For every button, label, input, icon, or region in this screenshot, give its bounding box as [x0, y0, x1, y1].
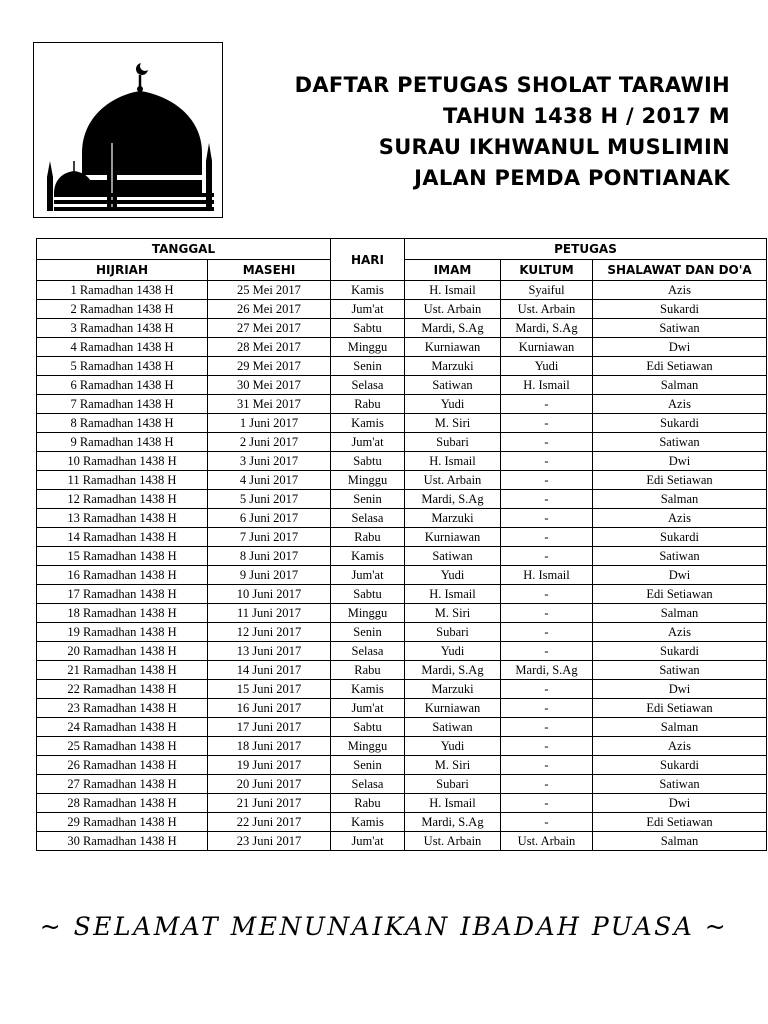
cell-kultum: - — [501, 471, 593, 490]
cell-imam: Satiwan — [405, 376, 501, 395]
cell-imam: Mardi, S.Ag — [405, 319, 501, 338]
table-row — [37, 281, 767, 300]
cell-hari: Senin — [331, 357, 405, 376]
cell-kultum: Syaiful — [501, 281, 593, 300]
cell-hari: Jum'at — [331, 832, 405, 851]
cell-shalawat: Satiwan — [593, 433, 767, 452]
cell-imam: M. Siri — [405, 756, 501, 775]
cell-imam: Marzuki — [405, 509, 501, 528]
document-title — [295, 70, 730, 194]
cell-kultum: - — [501, 718, 593, 737]
cell-hijriah: 12 Ramadhan 1438 H — [37, 490, 208, 509]
header-tanggal: TANGGAL — [37, 239, 331, 260]
cell-shalawat: Satiwan — [593, 547, 767, 566]
cell-kultum: - — [501, 585, 593, 604]
cell-kultum: - — [501, 775, 593, 794]
table-row — [37, 756, 767, 775]
cell-shalawat: Satiwan — [593, 775, 767, 794]
table-row — [37, 604, 767, 623]
cell-hari: Selasa — [331, 509, 405, 528]
cell-masehi: 5 Juni 2017 — [208, 490, 331, 509]
schedule-body — [37, 281, 767, 851]
cell-shalawat: Salman — [593, 376, 767, 395]
cell-masehi: 28 Mei 2017 — [208, 338, 331, 357]
cell-kultum: - — [501, 414, 593, 433]
cell-imam: Subari — [405, 623, 501, 642]
cell-kultum: - — [501, 547, 593, 566]
cell-masehi: 7 Juni 2017 — [208, 528, 331, 547]
mosque-logo — [33, 42, 223, 218]
table-row — [37, 642, 767, 661]
cell-imam: Mardi, S.Ag — [405, 813, 501, 832]
cell-masehi: 11 Juni 2017 — [208, 604, 331, 623]
table-row — [37, 376, 767, 395]
cell-hari: Rabu — [331, 794, 405, 813]
cell-imam: Marzuki — [405, 680, 501, 699]
cell-hijriah: 13 Ramadhan 1438 H — [37, 509, 208, 528]
cell-imam: M. Siri — [405, 604, 501, 623]
cell-imam: Yudi — [405, 566, 501, 585]
table-row — [37, 623, 767, 642]
cell-hari: Senin — [331, 490, 405, 509]
cell-masehi: 18 Juni 2017 — [208, 737, 331, 756]
table-row — [37, 832, 767, 851]
cell-kultum: - — [501, 604, 593, 623]
table-row — [37, 452, 767, 471]
cell-hari: Rabu — [331, 661, 405, 680]
cell-masehi: 21 Juni 2017 — [208, 794, 331, 813]
cell-shalawat: Edi Setiawan — [593, 471, 767, 490]
cell-hijriah: 7 Ramadhan 1438 H — [37, 395, 208, 414]
cell-shalawat: Satiwan — [593, 661, 767, 680]
cell-imam: H. Ismail — [405, 452, 501, 471]
cell-shalawat: Dwi — [593, 452, 767, 471]
cell-masehi: 27 Mei 2017 — [208, 319, 331, 338]
cell-masehi: 12 Juni 2017 — [208, 623, 331, 642]
header-petugas: PETUGAS — [405, 239, 767, 260]
cell-masehi: 16 Juni 2017 — [208, 699, 331, 718]
cell-hari: Minggu — [331, 737, 405, 756]
cell-shalawat: Edi Setiawan — [593, 357, 767, 376]
cell-masehi: 25 Mei 2017 — [208, 281, 331, 300]
cell-imam: Marzuki — [405, 357, 501, 376]
cell-hijriah: 16 Ramadhan 1438 H — [37, 566, 208, 585]
cell-kultum: - — [501, 756, 593, 775]
cell-hari: Rabu — [331, 528, 405, 547]
table-row — [37, 528, 767, 547]
cell-hari: Rabu — [331, 395, 405, 414]
cell-hijriah: 14 Ramadhan 1438 H — [37, 528, 208, 547]
cell-shalawat: Salman — [593, 832, 767, 851]
cell-imam: H. Ismail — [405, 794, 501, 813]
cell-imam: Yudi — [405, 642, 501, 661]
cell-imam: Subari — [405, 775, 501, 794]
cell-kultum: - — [501, 433, 593, 452]
cell-hijriah: 6 Ramadhan 1438 H — [37, 376, 208, 395]
cell-shalawat: Azis — [593, 623, 767, 642]
cell-kultum: - — [501, 528, 593, 547]
table-row — [37, 471, 767, 490]
cell-kultum: - — [501, 395, 593, 414]
title-line-2: TAHUN 1438 H / 2017 M — [442, 104, 730, 128]
cell-hijriah: 5 Ramadhan 1438 H — [37, 357, 208, 376]
cell-imam: H. Ismail — [405, 281, 501, 300]
table-row — [37, 547, 767, 566]
cell-hari: Minggu — [331, 471, 405, 490]
cell-imam: Ust. Arbain — [405, 832, 501, 851]
cell-shalawat: Sukardi — [593, 756, 767, 775]
cell-shalawat: Azis — [593, 509, 767, 528]
cell-kultum: Kurniawan — [501, 338, 593, 357]
cell-hari: Kamis — [331, 414, 405, 433]
header-hari: HARI — [331, 239, 405, 281]
title-line-4: JALAN PEMDA PONTIANAK — [414, 166, 730, 190]
cell-masehi: 26 Mei 2017 — [208, 300, 331, 319]
cell-imam: Kurniawan — [405, 528, 501, 547]
cell-kultum: - — [501, 699, 593, 718]
cell-kultum: Ust. Arbain — [501, 832, 593, 851]
cell-hijriah: 26 Ramadhan 1438 H — [37, 756, 208, 775]
cell-shalawat: Satiwan — [593, 319, 767, 338]
cell-hari: Kamis — [331, 281, 405, 300]
table-row — [37, 319, 767, 338]
table-row — [37, 737, 767, 756]
cell-shalawat: Sukardi — [593, 300, 767, 319]
cell-shalawat: Edi Setiawan — [593, 813, 767, 832]
header-shalawat: SHALAWAT DAN DO'A — [593, 260, 767, 281]
cell-shalawat: Edi Setiawan — [593, 699, 767, 718]
cell-shalawat: Salman — [593, 604, 767, 623]
cell-hari: Kamis — [331, 680, 405, 699]
cell-shalawat: Sukardi — [593, 528, 767, 547]
cell-hijriah: 28 Ramadhan 1438 H — [37, 794, 208, 813]
cell-masehi: 31 Mei 2017 — [208, 395, 331, 414]
cell-masehi: 17 Juni 2017 — [208, 718, 331, 737]
cell-hari: Minggu — [331, 604, 405, 623]
cell-hijriah: 2 Ramadhan 1438 H — [37, 300, 208, 319]
table-row — [37, 775, 767, 794]
cell-masehi: 14 Juni 2017 — [208, 661, 331, 680]
table-row — [37, 585, 767, 604]
cell-hijriah: 9 Ramadhan 1438 H — [37, 433, 208, 452]
cell-hari: Senin — [331, 756, 405, 775]
cell-hari: Sabtu — [331, 718, 405, 737]
cell-masehi: 15 Juni 2017 — [208, 680, 331, 699]
cell-hari: Minggu — [331, 338, 405, 357]
cell-hijriah: 25 Ramadhan 1438 H — [37, 737, 208, 756]
cell-hari: Jum'at — [331, 433, 405, 452]
table-row — [37, 661, 767, 680]
cell-kultum: - — [501, 642, 593, 661]
table-row — [37, 395, 767, 414]
cell-imam: Satiwan — [405, 718, 501, 737]
cell-hari: Sabtu — [331, 585, 405, 604]
table-row — [37, 680, 767, 699]
cell-shalawat: Edi Setiawan — [593, 585, 767, 604]
cell-hari: Selasa — [331, 642, 405, 661]
cell-hijriah: 17 Ramadhan 1438 H — [37, 585, 208, 604]
cell-masehi: 6 Juni 2017 — [208, 509, 331, 528]
cell-kultum: - — [501, 623, 593, 642]
cell-imam: Ust. Arbain — [405, 471, 501, 490]
table-row — [37, 566, 767, 585]
cell-imam: Yudi — [405, 395, 501, 414]
cell-imam: Satiwan — [405, 547, 501, 566]
footer-greeting: ~ SELAMAT MENUNAIKAN IBADAH PUASA ~ — [39, 912, 729, 941]
table-row — [37, 509, 767, 528]
cell-hijriah: 15 Ramadhan 1438 H — [37, 547, 208, 566]
cell-hijriah: 4 Ramadhan 1438 H — [37, 338, 208, 357]
table-row — [37, 813, 767, 832]
cell-hijriah: 24 Ramadhan 1438 H — [37, 718, 208, 737]
cell-masehi: 20 Juni 2017 — [208, 775, 331, 794]
cell-hari: Jum'at — [331, 300, 405, 319]
table-row — [37, 338, 767, 357]
cell-hari: Sabtu — [331, 452, 405, 471]
cell-hijriah: 20 Ramadhan 1438 H — [37, 642, 208, 661]
table-row — [37, 718, 767, 737]
cell-kultum: Yudi — [501, 357, 593, 376]
cell-hijriah: 10 Ramadhan 1438 H — [37, 452, 208, 471]
table-row — [37, 414, 767, 433]
cell-masehi: 1 Juni 2017 — [208, 414, 331, 433]
cell-masehi: 13 Juni 2017 — [208, 642, 331, 661]
header-kultum: KULTUM — [501, 260, 593, 281]
cell-imam: H. Ismail — [405, 585, 501, 604]
cell-masehi: 4 Juni 2017 — [208, 471, 331, 490]
cell-imam: Kurniawan — [405, 699, 501, 718]
cell-shalawat: Sukardi — [593, 642, 767, 661]
cell-imam: Mardi, S.Ag — [405, 661, 501, 680]
cell-masehi: 19 Juni 2017 — [208, 756, 331, 775]
cell-shalawat: Azis — [593, 281, 767, 300]
cell-imam: Kurniawan — [405, 338, 501, 357]
cell-imam: Subari — [405, 433, 501, 452]
cell-shalawat: Dwi — [593, 794, 767, 813]
cell-masehi: 23 Juni 2017 — [208, 832, 331, 851]
cell-kultum: - — [501, 813, 593, 832]
cell-kultum: - — [501, 737, 593, 756]
cell-hari: Selasa — [331, 775, 405, 794]
cell-hari: Kamis — [331, 547, 405, 566]
header-hijriah: HIJRIAH — [37, 260, 208, 281]
cell-hijriah: 3 Ramadhan 1438 H — [37, 319, 208, 338]
cell-masehi: 10 Juni 2017 — [208, 585, 331, 604]
cell-masehi: 3 Juni 2017 — [208, 452, 331, 471]
cell-imam: Yudi — [405, 737, 501, 756]
cell-imam: Ust. Arbain — [405, 300, 501, 319]
cell-hari: Jum'at — [331, 699, 405, 718]
cell-kultum: - — [501, 680, 593, 699]
cell-hari: Sabtu — [331, 319, 405, 338]
schedule-table — [36, 238, 767, 851]
cell-shalawat: Sukardi — [593, 414, 767, 433]
cell-shalawat: Dwi — [593, 680, 767, 699]
cell-shalawat: Dwi — [593, 338, 767, 357]
cell-hijriah: 23 Ramadhan 1438 H — [37, 699, 208, 718]
cell-kultum: - — [501, 452, 593, 471]
cell-hijriah: 1 Ramadhan 1438 H — [37, 281, 208, 300]
title-line-1: DAFTAR PETUGAS SHOLAT TARAWIH — [294, 73, 730, 97]
cell-hari: Selasa — [331, 376, 405, 395]
cell-kultum: H. Ismail — [501, 376, 593, 395]
header-imam: IMAM — [405, 260, 501, 281]
cell-hari: Kamis — [331, 813, 405, 832]
cell-masehi: 29 Mei 2017 — [208, 357, 331, 376]
cell-hijriah: 30 Ramadhan 1438 H — [37, 832, 208, 851]
cell-shalawat: Salman — [593, 490, 767, 509]
table-row — [37, 699, 767, 718]
cell-hijriah: 21 Ramadhan 1438 H — [37, 661, 208, 680]
title-line-3: SURAU IKHWANUL MUSLIMIN — [378, 135, 730, 159]
cell-hijriah: 18 Ramadhan 1438 H — [37, 604, 208, 623]
cell-kultum: Mardi, S.Ag — [501, 661, 593, 680]
table-row — [37, 300, 767, 319]
mosque-icon — [34, 43, 222, 217]
cell-hijriah: 8 Ramadhan 1438 H — [37, 414, 208, 433]
cell-hijriah: 27 Ramadhan 1438 H — [37, 775, 208, 794]
cell-hari: Jum'at — [331, 566, 405, 585]
cell-masehi: 22 Juni 2017 — [208, 813, 331, 832]
cell-shalawat: Salman — [593, 718, 767, 737]
table-row — [37, 490, 767, 509]
cell-hijriah: 22 Ramadhan 1438 H — [37, 680, 208, 699]
cell-hijriah: 29 Ramadhan 1438 H — [37, 813, 208, 832]
table-row — [37, 794, 767, 813]
cell-masehi: 30 Mei 2017 — [208, 376, 331, 395]
cell-kultum: - — [501, 490, 593, 509]
cell-hijriah: 11 Ramadhan 1438 H — [37, 471, 208, 490]
cell-masehi: 9 Juni 2017 — [208, 566, 331, 585]
table-row — [37, 357, 767, 376]
cell-kultum: - — [501, 794, 593, 813]
cell-shalawat: Azis — [593, 737, 767, 756]
cell-shalawat: Azis — [593, 395, 767, 414]
cell-masehi: 8 Juni 2017 — [208, 547, 331, 566]
cell-hijriah: 19 Ramadhan 1438 H — [37, 623, 208, 642]
cell-hari: Senin — [331, 623, 405, 642]
cell-kultum: Mardi, S.Ag — [501, 319, 593, 338]
cell-imam: M. Siri — [405, 414, 501, 433]
header-masehi: MASEHI — [208, 260, 331, 281]
table-row — [37, 433, 767, 452]
cell-kultum: - — [501, 509, 593, 528]
cell-shalawat: Dwi — [593, 566, 767, 585]
cell-masehi: 2 Juni 2017 — [208, 433, 331, 452]
cell-imam: Mardi, S.Ag — [405, 490, 501, 509]
cell-kultum: Ust. Arbain — [501, 300, 593, 319]
cell-kultum: H. Ismail — [501, 566, 593, 585]
